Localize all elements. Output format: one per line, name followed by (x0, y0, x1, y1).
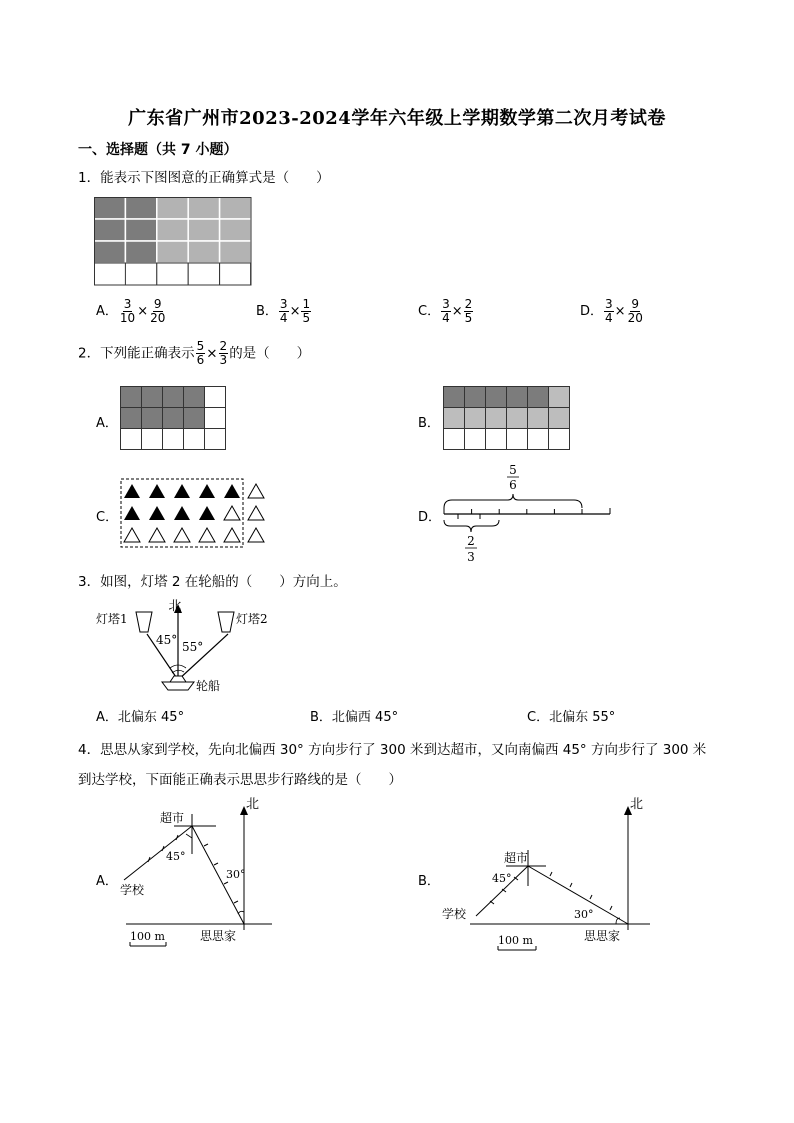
ship-label: 轮船 (196, 679, 221, 693)
tower2-label: 灯塔2 (236, 612, 268, 626)
q1-option-c[interactable]: C． $\frac{3}{4}$ × $\frac{2}{5}$ (418, 297, 473, 325)
question-1-stem: 1．能表示下图图意的正确算式是（ ） (78, 170, 330, 186)
q2-a-grid (120, 386, 230, 452)
q3-option-c[interactable]: C．北偏东 55° (527, 710, 616, 725)
q4b-scale-label: 100 m (498, 934, 533, 947)
q2-c-triangles (120, 478, 272, 550)
question-4-stem-line1: 4．思思从家到学校，先向北偏西 30° 方向步行了 300 米到达超市，又向南偏西 45° 方向步行了 300 米 (78, 742, 707, 758)
q2-d-number-line (440, 462, 620, 566)
grid-cell (94, 197, 125, 219)
q4b-home-label: 思思家 (584, 929, 621, 943)
lighthouse1-icon (136, 612, 152, 632)
q3-option-a[interactable]: A．北偏东 45° (96, 710, 185, 725)
q4a-north-label: 北 (246, 797, 260, 812)
d-top-den: 6 (509, 478, 517, 492)
q4a-30-label: 30° (226, 868, 246, 881)
angle-55-label: 55° (182, 640, 204, 654)
q4-option-a[interactable]: A． (96, 874, 118, 889)
ship-icon (162, 682, 194, 690)
q1-grid-figure (94, 197, 252, 287)
question-4-stem-line2: 到达学校，下面能正确表示思思步行路线的是（ ） (78, 772, 402, 788)
q4b-45-label: 45° (492, 872, 512, 885)
q4b-school-label: 学校 (442, 907, 467, 921)
q2-b-grid (443, 386, 573, 452)
q4b-market-label: 超市 (504, 851, 529, 865)
q4a-school-label: 学校 (120, 883, 145, 897)
q2-option-a[interactable]: A． (96, 416, 118, 431)
q2-option-c[interactable]: C． (96, 510, 119, 525)
d-bot-num: 2 (467, 534, 475, 548)
q4a-home-label: 思思家 (200, 929, 237, 943)
question-2-stem: 2．下列能正确表示 $\frac{5}{6}$ × $\frac{2}{3}$ 的是（ ） (78, 339, 311, 367)
q3-option-b[interactable]: B．北偏西 45° (310, 710, 399, 725)
q2-option-b[interactable]: B． (418, 416, 440, 431)
d-bot-den: 3 (467, 550, 475, 564)
question-3-stem: 3．如图，灯塔 2 在轮船的（ ）方向上。 (78, 574, 347, 590)
lighthouse2-icon (218, 612, 234, 632)
q4-a-route-map (116, 794, 276, 954)
q4b-30-label: 30° (574, 908, 594, 921)
q2-option-d[interactable]: D． (418, 510, 442, 525)
d-top-num: 5 (509, 463, 517, 477)
angle-45-label: 45° (156, 633, 178, 647)
tower1-label: 灯塔1 (96, 612, 128, 626)
q4a-market-label: 超市 (160, 811, 185, 825)
page-title: 广东省广州市2023-2024学年六年级上学期数学第二次月考试卷 (128, 108, 666, 129)
q4-option-b[interactable]: B． (418, 874, 440, 889)
q1-option-d[interactable]: D． $\frac{3}{4}$ × $\frac{9}{20}$ (580, 297, 643, 325)
q3-lighthouse-diagram (92, 596, 272, 696)
q1-option-b[interactable]: B． $\frac{3}{4}$ × $\frac{1}{5}$ (256, 297, 311, 325)
q4b-north-label: 北 (630, 797, 644, 812)
q4-b-route-map (440, 794, 660, 954)
q4a-45-label: 45° (166, 850, 186, 863)
q1-option-a[interactable]: A． $\frac{3}{10}$ × $\frac{9}{20}$ (96, 297, 166, 325)
section-heading: 一、选择题（共 7 小题） (78, 142, 238, 158)
q4a-scale-label: 100 m (130, 930, 165, 943)
q3-north-label: 北 (168, 599, 182, 614)
